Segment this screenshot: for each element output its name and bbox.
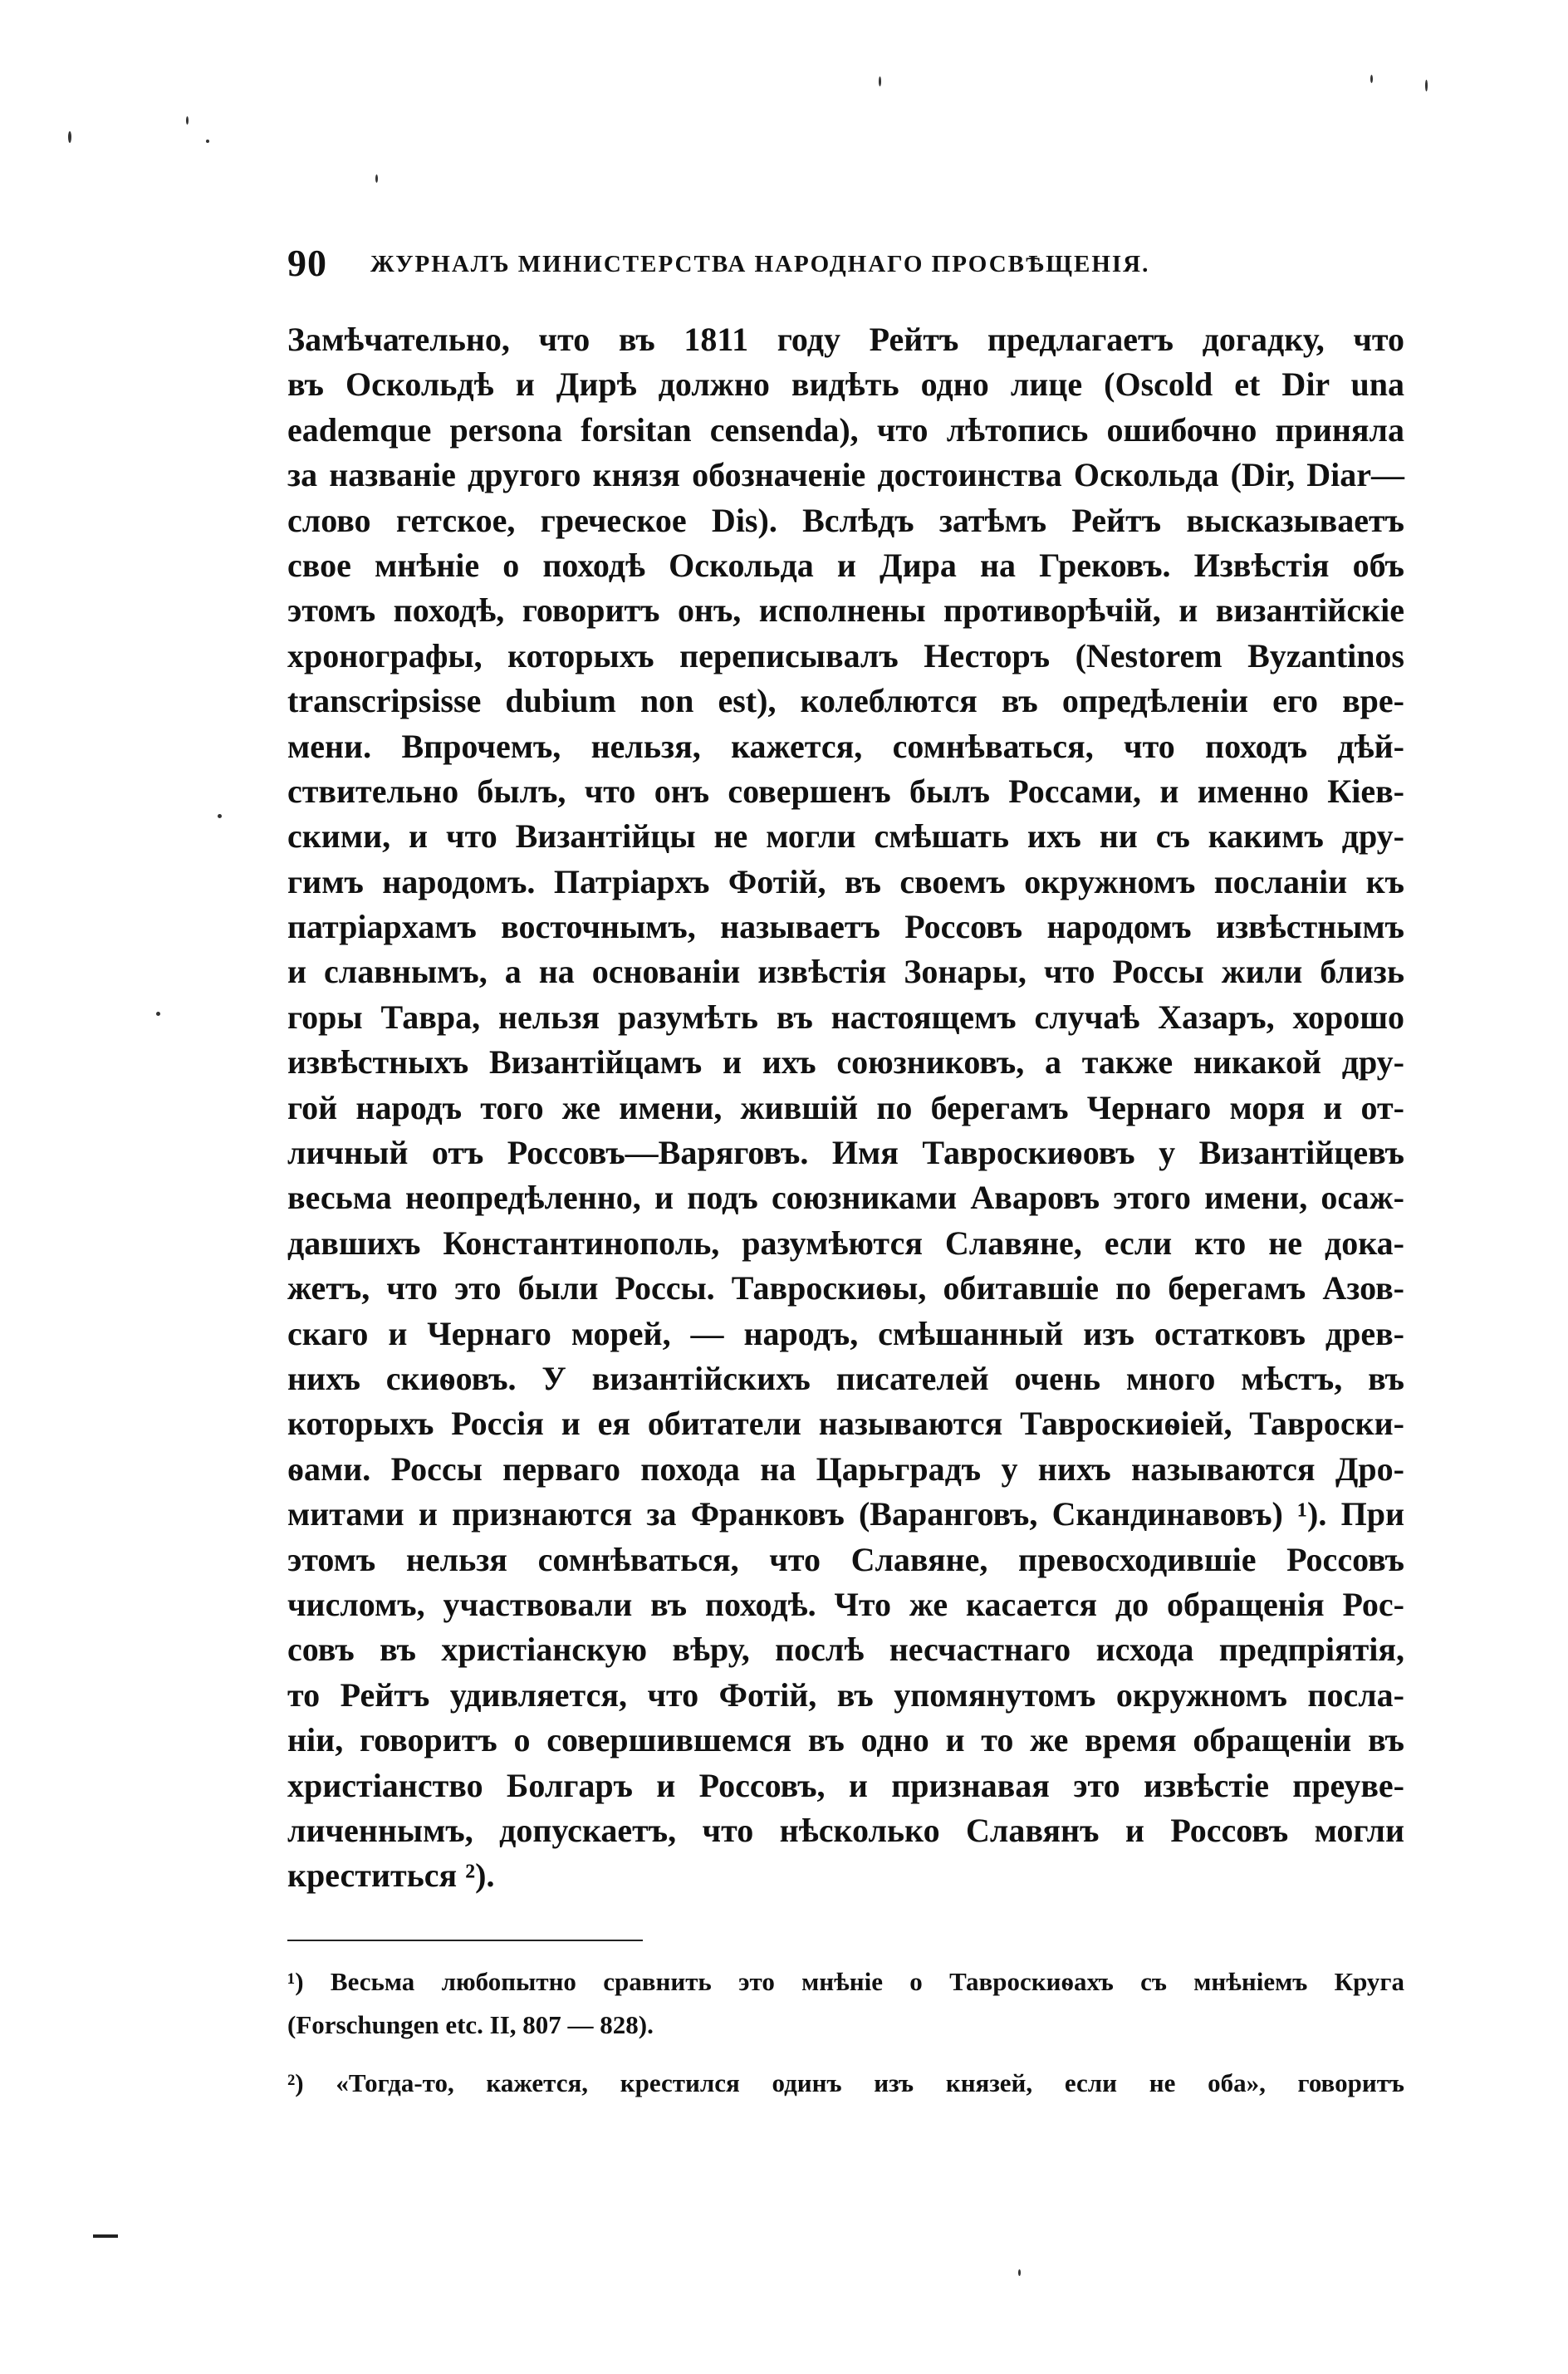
- text-line: слово гетское, греческое Dis). Вслѣдъ затѣмъ Рейтъ высказываетъ: [287, 501, 1404, 539]
- text-line: скими, и что Византійцы не могли смѣшать ихъ ни съ какимъ дру-: [287, 817, 1404, 856]
- scan-mark: [93, 2234, 118, 2238]
- text-line: митами и признаются за Франковъ (Варанговъ, Скандинавовъ) ¹). При: [287, 1495, 1404, 1533]
- body-text: [287, 317, 1404, 1899]
- scan-speck: [1370, 75, 1373, 83]
- text-line: Замѣчательно, что въ 1811 году Рейтъ предлагаетъ догадку, что: [287, 321, 1404, 358]
- running-title: ЖУРНАЛЪ МИНИСТЕРСТВА НАРОДНАГО ПРОСВѢЩЕНІЯ.: [370, 251, 1150, 277]
- text-line: этомъ походѣ, говоритъ онъ, исполнены противорѣчій, и византійскіе: [287, 591, 1404, 630]
- scan-speck: [206, 140, 209, 143]
- footnote-divider: [287, 1940, 643, 1941]
- text-line: нихъ скиѳовъ. У византійскихъ писателей очень много мѣстъ, въ: [287, 1359, 1404, 1397]
- text-line: личеннымъ, допускаетъ, что нѣсколько Славянъ и Россовъ могли: [287, 1811, 1404, 1849]
- text-line: и славнымъ, а на основаніи извѣстія Зонары, что Россы жили близь: [287, 953, 1404, 991]
- scan-speck: [1425, 80, 1428, 91]
- text-line: ніи, говоритъ о совершившемся въ одно и то же время обращеніи въ: [287, 1721, 1404, 1759]
- scan-speck: [1018, 2269, 1021, 2276]
- text-line: ствительно былъ, что онъ совершенъ былъ Россами, и именно Кіев-: [287, 772, 1404, 810]
- text-line: извѣстныхъ Византійцамъ и ихъ союзниковъ, а также никакой дру-: [287, 1043, 1404, 1082]
- footnote-gap: [287, 2047, 1404, 2062]
- text-line: скаго и Чернаго морей, — народъ, смѣшанный изъ остатковъ древ-: [287, 1314, 1404, 1352]
- scan-speck: [186, 116, 189, 125]
- footnote-2-line-1: ²) «Тогда-то, кажется, крестился одинъ изъ князей, если не оба», говоритъ: [287, 2068, 1404, 2097]
- footnotes: [287, 1960, 1404, 2105]
- text-line: горы Тавра, нельзя разумѣть въ настоящемъ случаѣ Хазаръ, хорошо: [287, 998, 1404, 1036]
- text-line: этомъ нельзя сомнѣваться, что Славяне, превосходившіе Россовъ: [287, 1540, 1404, 1578]
- scan-speck: [156, 1012, 160, 1016]
- page-number: 90: [287, 242, 327, 284]
- footnote-1-line-2: (Forschungen etc. II, 807 — 828).: [287, 2010, 654, 2039]
- text-line: жетъ, что это были Россы. Тавроскиѳы, обитавшіе по берегамъ Азов-: [287, 1269, 1404, 1307]
- text-line: личный отъ Россовъ—Варяговъ. Имя Тавроскиѳовъ у Византійцевъ: [287, 1134, 1404, 1172]
- text-line: за названіе другого князя обозначеніе достоинства Оскольда (Dir, Diar—: [287, 456, 1404, 494]
- scan-speck: [375, 174, 378, 183]
- page-header: [287, 241, 1267, 291]
- text-line: eademque persona forsitan censenda), что лѣтопись ошибочно приняла: [287, 410, 1404, 449]
- text-line: ѳами. Россы перваго похода на Царьградъ у нихъ называются Дро-: [287, 1449, 1404, 1488]
- text-line: то Рейтъ удивляется, что Фотій, въ упомянутомъ окружномъ посла-: [287, 1675, 1404, 1714]
- scan-speck: [218, 814, 222, 818]
- text-line: гимъ народомъ. Патріархъ Фотій, въ своемъ окружномъ посланіи къ: [287, 862, 1404, 900]
- text-line: весьма неопредѣленно, и подъ союзниками Аваровъ этого имени, осаж-: [287, 1179, 1404, 1217]
- text-line: хронографы, которыхъ переписывалъ Несторъ (Nestorem Byzantinos: [287, 636, 1404, 674]
- text-line: transcripsisse dubium non est), колеблются въ опредѣленіи его вре-: [287, 682, 1404, 720]
- text-line: патріархамъ восточнымъ, называетъ Россовъ народомъ извѣстнымъ: [287, 908, 1404, 946]
- text-line: въ Оскольдѣ и Дирѣ должно видѣть одно лице (Oscold et Dir una: [287, 365, 1404, 404]
- text-line: креститься ²).: [287, 1857, 495, 1895]
- scan-speck: [879, 76, 881, 86]
- text-line: совъ въ христіанскую вѣру, послѣ несчастнаго исхода предпріятія,: [287, 1631, 1404, 1669]
- text-line: числомъ, участвовали въ походѣ. Что же касается до обращенія Рос-: [287, 1585, 1404, 1623]
- text-line: гой народъ того же имени, жившій по берегамъ Чернаго моря и от-: [287, 1088, 1404, 1126]
- text-line: мени. Впрочемъ, нельзя, кажется, сомнѣваться, что походъ дѣй-: [287, 727, 1404, 765]
- text-line: давшихъ Константинополь, разумѣются Славяне, если кто не дока-: [287, 1224, 1404, 1262]
- text-line: свое мнѣніе о походѣ Оскольда и Дира на Грековъ. Извѣстія объ: [287, 546, 1404, 584]
- text-line: которыхъ Россія и ея обитатели называются Тавроскиѳіей, Тавроски-: [287, 1405, 1404, 1443]
- scan-speck: [68, 131, 71, 143]
- text-line: христіанство Болгаръ и Россовъ, и признавая это извѣстіе преуве-: [287, 1766, 1404, 1804]
- footnote-1-line-1: ¹) Весьма любопытно сравнить это мнѣніе о Тавроскиѳахъ съ мнѣніемъ Круга: [287, 1967, 1404, 1996]
